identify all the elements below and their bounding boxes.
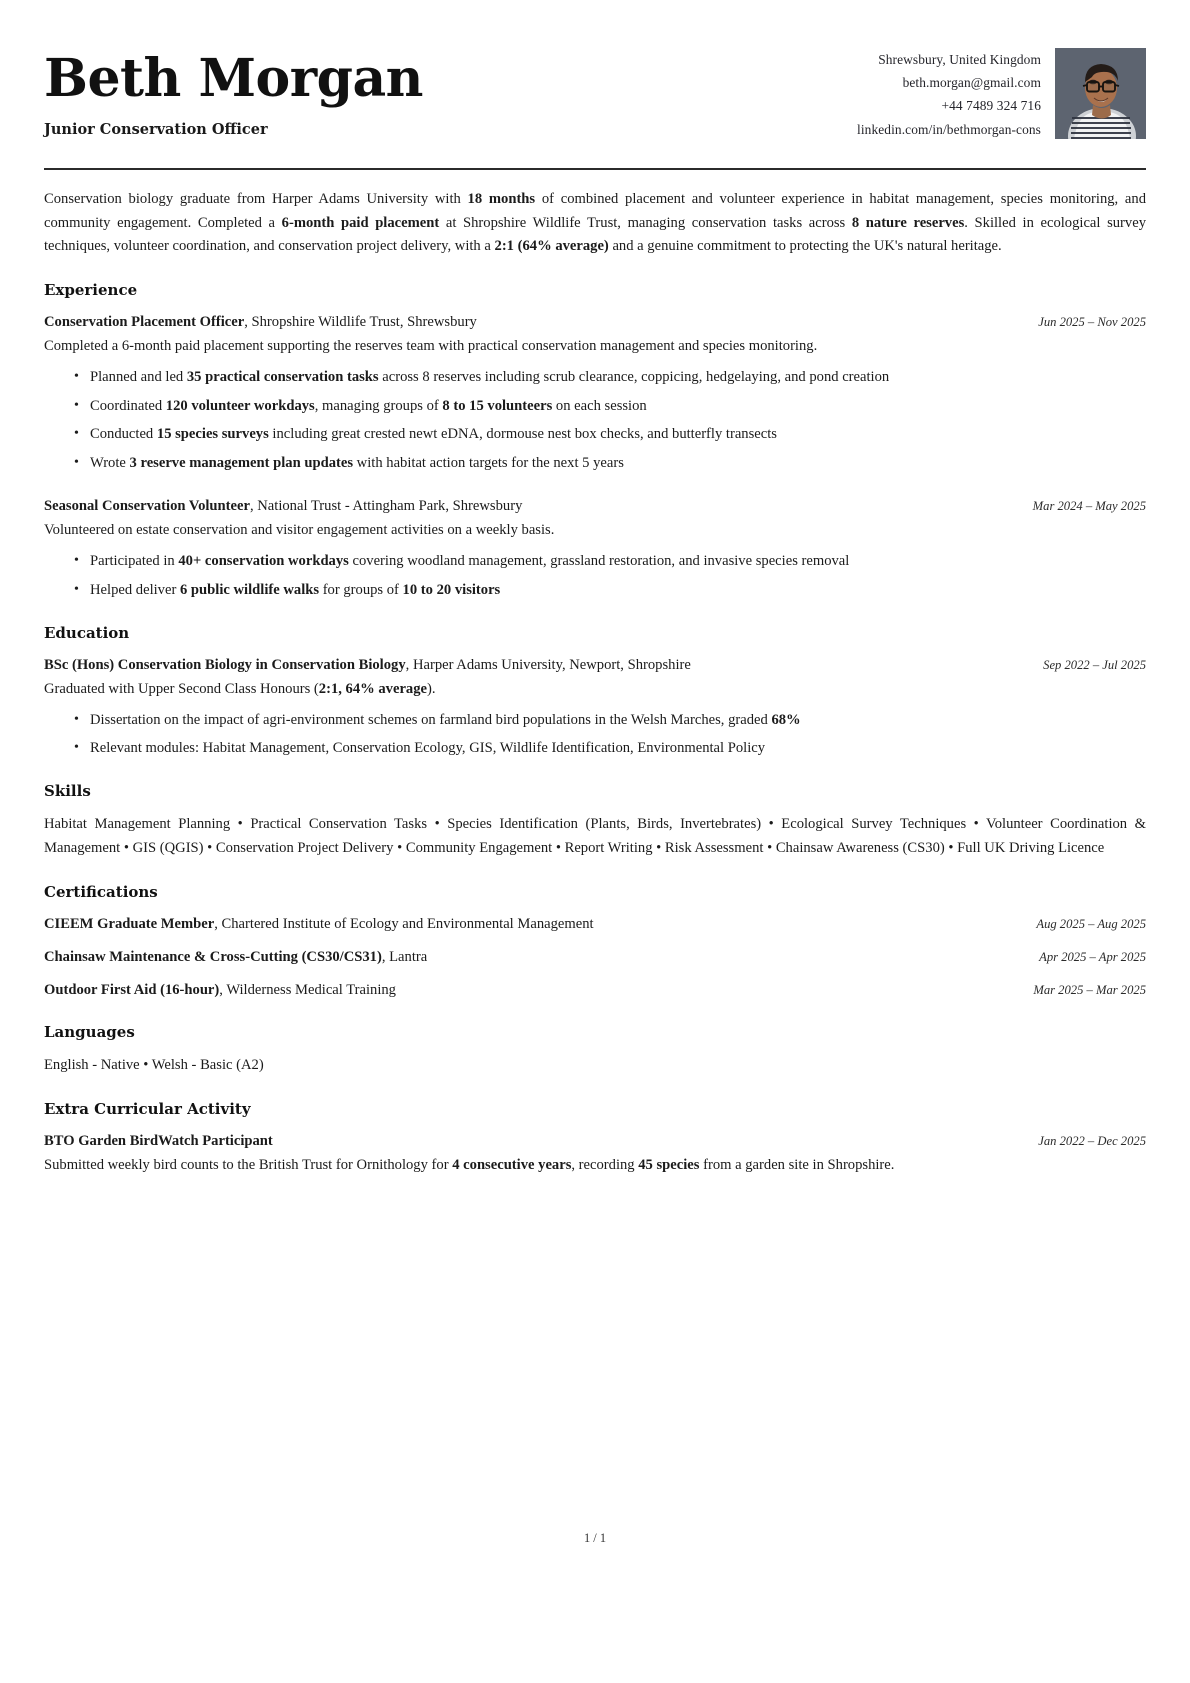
certification-date: Mar 2025 – Mar 2025 xyxy=(1033,982,1146,997)
summary-text-3: at Shropshire Wildlife Trust, managing conservation tasks across xyxy=(439,214,852,231)
bullet-pre: Conducted xyxy=(90,426,157,443)
extra-desc-bold-2: 45 species xyxy=(638,1156,700,1173)
education-entry-head xyxy=(44,655,1146,676)
certification-name-line xyxy=(44,980,396,1001)
experience-entry-head xyxy=(44,496,1146,517)
bullet-bold: 15 species surveys xyxy=(156,426,269,443)
job-title: Junior Conservation Officer xyxy=(44,120,268,138)
bullet-post: covering woodland management, grassland restoration, and invasive species removal xyxy=(348,553,850,570)
extra-desc-bold: 4 consecutive years xyxy=(452,1156,572,1173)
list-item xyxy=(90,396,1146,418)
list-item xyxy=(90,367,1146,389)
professional-summary xyxy=(44,188,1146,259)
section-extra-curricular xyxy=(44,1100,1146,1177)
section-certifications xyxy=(44,883,1146,1001)
certification-name: Outdoor First Aid (16-hour) xyxy=(44,981,220,998)
header-divider xyxy=(44,168,1146,170)
certification-org: , Wilderness Medical Training xyxy=(219,981,396,998)
bullet-post: with habitat action targets for the next 5 years xyxy=(353,455,624,472)
section-languages xyxy=(44,1023,1146,1078)
experience-description: Completed a 6-month paid placement supporting the reserves team with practical conservation management and species monitoring. xyxy=(44,338,818,355)
certification-row xyxy=(44,947,1146,968)
certification-row xyxy=(44,914,1146,935)
experience-bullets xyxy=(44,367,1146,476)
bullet-bold: 6 public wildlife walks xyxy=(179,581,320,598)
education-description xyxy=(44,678,1146,701)
page-indicator: 1 / 1 xyxy=(583,1531,607,1545)
certification-date: Apr 2025 – Apr 2025 xyxy=(1039,949,1146,964)
education-org: , Harper Adams University, Newport, Shropshire xyxy=(405,656,691,673)
list-item xyxy=(90,580,1146,602)
header-identity xyxy=(44,42,423,138)
experience-entry xyxy=(44,496,1146,602)
list-item xyxy=(90,551,1146,573)
experience-role: Conservation Placement Officer xyxy=(44,313,245,330)
contact-details xyxy=(857,48,1041,141)
certification-row xyxy=(44,980,1146,1001)
avatar xyxy=(1055,48,1146,139)
page-title: Beth Morgan xyxy=(44,48,423,109)
bullet-post: , managing groups of xyxy=(314,397,443,414)
profile-photo-icon xyxy=(1055,48,1146,139)
list-item xyxy=(90,710,1146,732)
education-desc-bold: 2:1, 64% average xyxy=(318,680,428,697)
education-degree-line xyxy=(44,655,691,676)
section-education xyxy=(44,624,1146,761)
bullet-bold: 35 practical conservation tasks xyxy=(186,368,379,385)
bullet-bold: 68% xyxy=(771,711,801,728)
list-item xyxy=(90,424,1146,446)
experience-role-line xyxy=(44,496,522,517)
experience-org: , Shropshire Wildlife Trust, Shrewsbury xyxy=(244,313,477,330)
contact-email[interactable]: beth.morgan@gmail.com xyxy=(902,75,1041,91)
summary-bold-4: 2:1 (64% average) xyxy=(494,238,609,255)
bullet-pre: Relevant modules: Habitat Management, Conservation Ecology, GIS, Wildlife Identification, Environmental Policy xyxy=(90,740,766,757)
section-title-skills: Skills xyxy=(44,782,91,801)
bullet-bold: 120 volunteer workdays xyxy=(165,397,315,414)
bullet-post: for groups of xyxy=(319,581,403,598)
section-experience xyxy=(44,281,1146,602)
education-entry xyxy=(44,655,1146,761)
bullet-pre: Wrote xyxy=(90,455,130,472)
certification-name: Chainsaw Maintenance & Cross-Cutting (CS30/CS31) xyxy=(44,948,382,965)
section-title-languages: Languages xyxy=(44,1023,135,1042)
contact-linkedin[interactable]: linkedin.com/in/bethmorgan-cons xyxy=(857,121,1041,137)
experience-description: Volunteered on estate conservation and visitor engagement activities on a weekly basis. xyxy=(44,522,555,539)
extra-entry xyxy=(44,1131,1146,1177)
bullet-bold: 3 reserve management plan updates xyxy=(129,455,354,472)
bullet-post-2: on each session xyxy=(552,397,647,414)
experience-date: Mar 2024 – May 2025 xyxy=(1032,499,1146,514)
bullet-post: including great crested newt eDNA, dormouse nest box checks, and butterfly transects xyxy=(268,426,777,443)
section-title-education: Education xyxy=(44,623,130,642)
certification-org: , Chartered Institute of Ecology and Environmental Management xyxy=(214,915,594,932)
education-degree: BSc (Hons) Conservation Biology in Conservation Biology xyxy=(44,656,406,673)
extra-desc-mid: , recording xyxy=(571,1156,639,1173)
education-date: Sep 2022 – Jul 2025 xyxy=(1043,657,1146,672)
languages-list: English - Native • Welsh - Basic (A2) xyxy=(44,1057,264,1074)
certification-org: , Lantra xyxy=(381,948,428,965)
bullet-post: across 8 reserves including scrub clearance, coppicing, hedgelaying, and pond creation xyxy=(378,368,890,385)
extra-entry-head xyxy=(44,1131,1146,1152)
experience-org: , National Trust - Attingham Park, Shrewsbury xyxy=(249,498,523,515)
bullet-bold-2: 10 to 20 visitors xyxy=(402,581,501,598)
extra-desc-pre: Submitted weekly bird counts to the British Trust for Ornithology for xyxy=(44,1156,453,1173)
certification-name-line xyxy=(44,947,427,968)
certification-name: CIEEM Graduate Member xyxy=(44,915,215,932)
bullet-pre: Helped deliver xyxy=(90,581,180,598)
section-title-certifications: Certifications xyxy=(44,882,158,901)
extra-description xyxy=(44,1154,1146,1177)
summary-text-2: of combined placement and volunteer experience in habitat management, species monitoring, and community engagement. Completed a xyxy=(44,191,1147,231)
certification-date: Aug 2025 – Aug 2025 xyxy=(1036,916,1146,931)
extra-name-line xyxy=(44,1131,273,1152)
education-desc-post: ). xyxy=(427,680,436,697)
extra-name: BTO Garden BirdWatch Participant xyxy=(44,1132,273,1149)
bullet-bold-2: 8 to 15 volunteers xyxy=(442,397,553,414)
experience-bullets xyxy=(44,551,1146,602)
education-bullets xyxy=(44,710,1146,761)
certification-name-line xyxy=(44,914,594,935)
summary-bold-3: 8 nature reserves xyxy=(851,214,965,231)
list-item xyxy=(90,738,1146,760)
summary-text-4: . Skilled in ecological survey techniques, volunteer coordination, and conservation project delivery, with a xyxy=(44,214,1146,255)
header-contact-block xyxy=(857,42,1146,141)
resume-header xyxy=(44,42,1146,146)
bullet-pre: Coordinated xyxy=(90,397,166,414)
section-skills xyxy=(44,782,1146,860)
experience-role: Seasonal Conservation Volunteer xyxy=(44,498,250,515)
list-item xyxy=(90,453,1146,475)
extra-date: Jan 2022 – Dec 2025 xyxy=(1038,1133,1146,1148)
contact-location: Shrewsbury, United Kingdom xyxy=(878,52,1041,67)
bullet-pre: Participated in xyxy=(90,553,179,570)
extra-desc-post: from a garden site in Shropshire. xyxy=(699,1156,895,1173)
summary-bold-1: 18 months xyxy=(467,191,536,207)
bullet-pre: Planned and led xyxy=(90,368,187,385)
skills-list: Habitat Management Planning • Practical Conservation Tasks • Species Identification (Plants, Birds, Invertebrates) • Ecological Survey Techniques • Volunteer Coordination & Management • GIS (QGIS) • Conservation Project Delivery • Community Engagement • Report Writing • Risk Assessment • Chainsaw Awareness (CS30) • Full UK Driving Licence xyxy=(44,816,1146,856)
experience-date: Jun 2025 – Nov 2025 xyxy=(1038,314,1146,329)
summary-text-1: Conservation biology graduate from Harper Adams University with xyxy=(44,191,468,207)
experience-entry xyxy=(44,312,1146,475)
contact-phone[interactable]: +44 7489 324 716 xyxy=(941,98,1041,114)
bullet-bold: 40+ conservation workdays xyxy=(178,553,349,570)
page-footer xyxy=(0,1531,1190,1546)
bullet-pre: Dissertation on the impact of agri-environment schemes on farmland bird populations in the Welsh Marches, graded xyxy=(90,711,772,728)
summary-text-5: and a genuine commitment to protecting the UK's natural heritage. xyxy=(608,238,1002,255)
summary-bold-2: 6-month paid placement xyxy=(281,214,440,231)
section-title-experience: Experience xyxy=(44,280,138,299)
experience-role-line xyxy=(44,312,477,333)
section-title-extra-curricular: Extra Curricular Activity xyxy=(44,1099,251,1118)
education-desc-pre: Graduated with Upper Second Class Honours ( xyxy=(44,680,319,697)
experience-entry-head xyxy=(44,312,1146,333)
